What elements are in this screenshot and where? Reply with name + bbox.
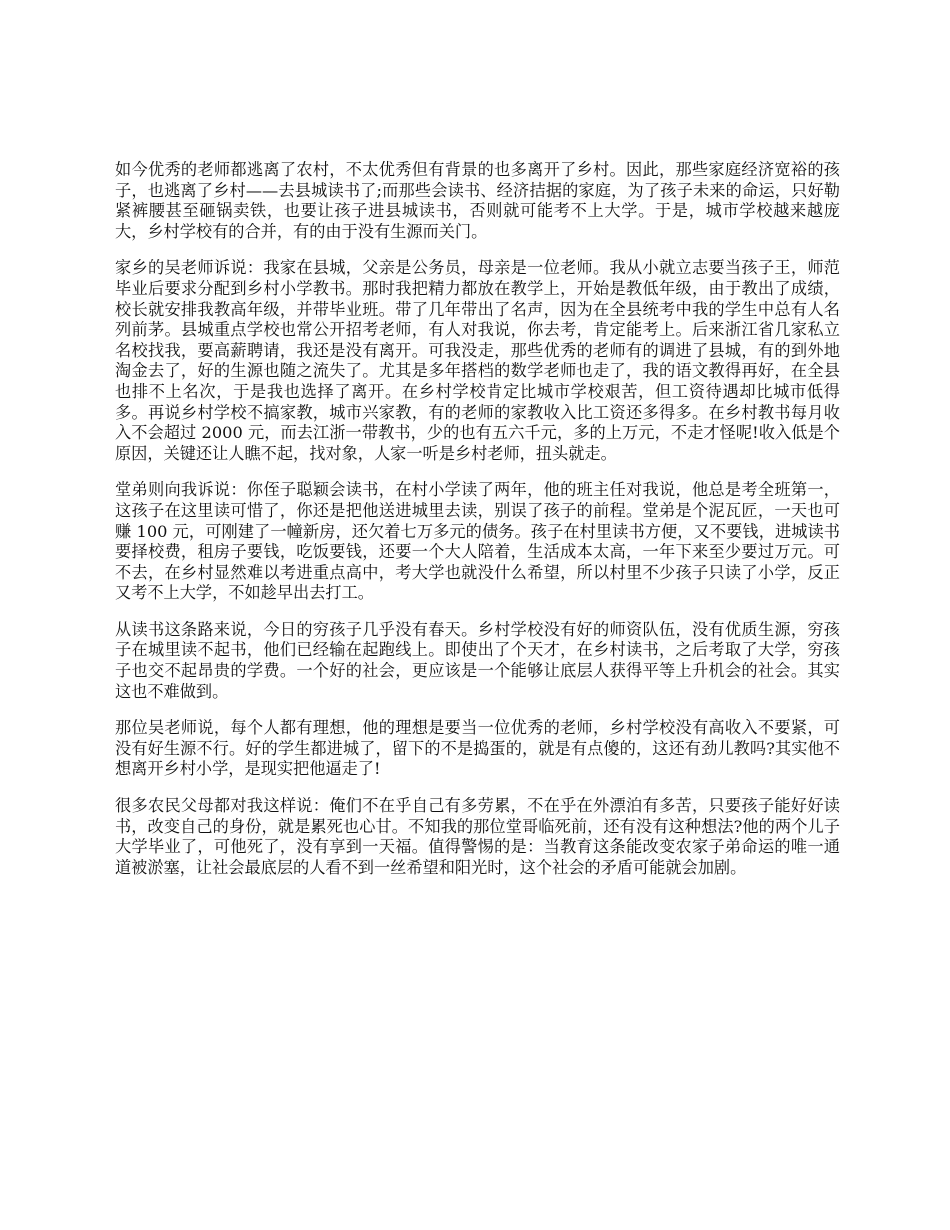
paragraph-1: 如今优秀的老师都逃离了农村，不太优秀但有背景的也多离开了乡村。因此，那些家庭经济宽裕的孩子，也逃离了乡村——去县城读书了;而那些会读书、经济拮据的家庭，为了孩子未来的命运，只好勒紧裤腰甚至砸锅卖铁，也要让孩子进县城读书，否则就可能考不上大学。于是，城市学校越来越庞大，乡村学校有的合并，有的由于没有生源而关门。: [115, 160, 840, 241]
paragraph-6: 很多农民父母都对我这样说：俺们不在乎自己有多劳累，不在乎在外漂泊有多苦，只要孩子能好好读书，改变自己的身份，就是累死也心甘。不知我的那位堂哥临死前，还有没有这种想法?他的两个儿子大学毕业了，可他死了，没有享到一天福。值得警惕的是：当教育这条能改变农家子弟命运的唯一通道被淤塞，让社会最底层的人看不到一丝希望和阳光时，这个社会的矛盾可能就会加剧。: [115, 796, 840, 877]
paragraph-3: 堂弟则向我诉说：你侄子聪颖会读书，在村小学读了两年，他的班主任对我说，他总是考全班第一，这孩子在这里读可惜了，你还是把他送进城里去读，别误了孩子的前程。堂弟是个泥瓦匠，一天也可赚 100 元，可刚建了一幢新房，还欠着七万多元的债务。孩子在村里读书方便，又不要钱，进城读书要择校费，租房子要钱，吃饭要钱，还要一个大人陪着，生活成本太高，一年下来至少要过万元。可不去，在乡村显然难以考进重点高中，考大学也就没什么希望，所以村里不少孩子只读了小学，反正又考不上大学，不如趁早出去打工。: [115, 480, 840, 603]
document-body: [115, 160, 840, 894]
paragraph-5: 那位吴老师说，每个人都有理想，他的理想是要当一位优秀的老师，乡村学校没有高收入不要紧，可没有好生源不行。好的学生都进城了，留下的不是捣蛋的，就是有点傻的，这还有劲儿教吗?其实他不想离开乡村小学，是现实把他逼走了!: [115, 718, 840, 779]
paragraph-4: 从读书这条路来说，今日的穷孩子几乎没有春天。乡村学校没有好的师资队伍，没有优质生源，穷孩子在城里读不起书，他们已经输在起跑线上。即使出了个天才，在乡村读书，之后考取了大学，穷孩子也交不起昂贵的学费。一个好的社会，更应该是一个能够让底层人获得平等上升机会的社会。其实这也不难做到。: [115, 619, 840, 701]
paragraph-2: 家乡的吴老师诉说：我家在县城，父亲是公务员，母亲是一位老师。我从小就立志要当孩子王，师范毕业后要求分配到乡村小学教书。那时我把精力都放在教学上，开始是教低年级，由于教出了成绩，校长就安排我教高年级，并带毕业班。带了几年带出了名声，因为在全县统考中我的学生中总有人名列前茅。县城重点学校也常公开招考老师，有人对我说，你去考，肯定能考上。后来浙江省几家私立名校找我，要高薪聘请，我还是没有离开。可我没走，那些优秀的老师有的调进了县城，有的到外地淘金去了，好的生源也随之流失了。尤其是多年搭档的数学老师也走了，我的语文教得再好，在全县也排不上名次，于是我也选择了离开。在乡村学校肯定比城市学校艰苦，但工资待遇却比城市低得多。再说乡村学校不搞家教，城市兴家教，有的老师的家教收入比工资还多得多。在乡村教书每月收入不会超过 2000 元，而去江浙一带教书，少的也有五六千元，多的上万元，不走才怪呢!收入低是个原因，关键还让人瞧不起，找对象，人家一听是乡村老师，扭头就走。: [115, 258, 840, 463]
